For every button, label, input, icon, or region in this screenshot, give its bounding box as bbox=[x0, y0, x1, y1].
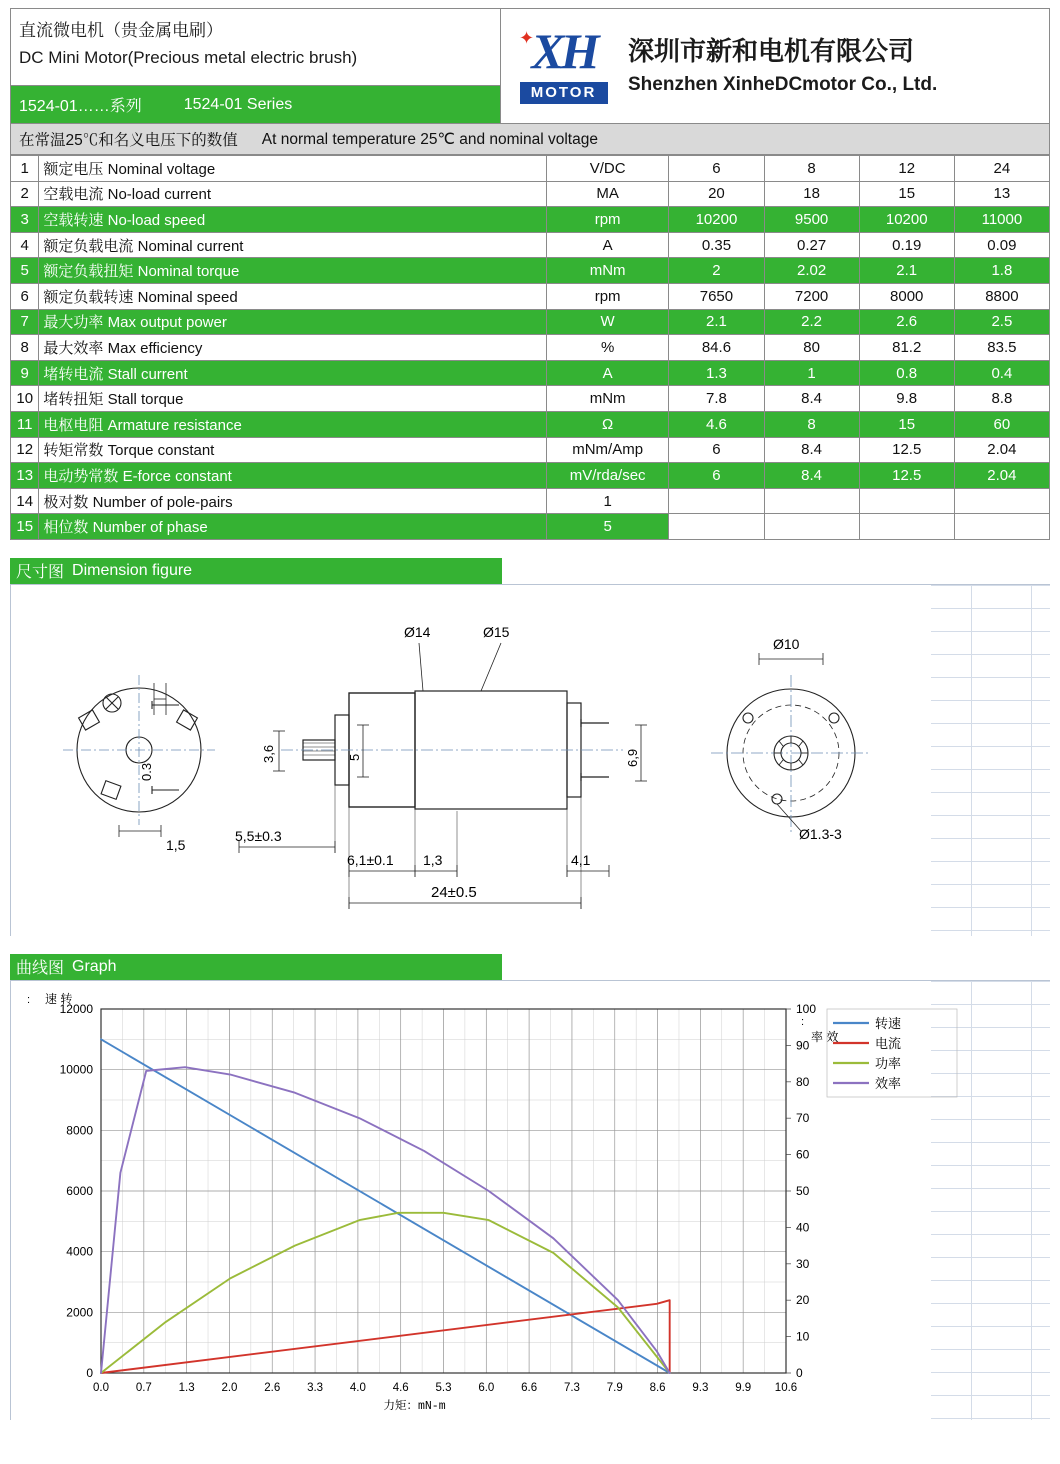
row-value: 2.5 bbox=[954, 309, 1049, 335]
dimension-title-cn: 尺寸图 bbox=[16, 564, 65, 582]
row-unit: 1 bbox=[546, 488, 668, 514]
row-value: 60 bbox=[954, 411, 1049, 437]
row-parameter-name bbox=[39, 335, 546, 361]
y-axis-right-tick-label: 30 bbox=[796, 1256, 810, 1271]
performance-graph-area bbox=[10, 980, 1050, 1420]
company-name-block bbox=[628, 33, 937, 98]
row-index: 2 bbox=[11, 181, 39, 207]
row-value: 12 bbox=[859, 156, 954, 182]
row-value: 8000 bbox=[859, 283, 954, 309]
y-axis-left-tick-label: 8000 bbox=[66, 1123, 93, 1138]
row-value: 15 bbox=[859, 411, 954, 437]
series-bar bbox=[11, 85, 500, 123]
row-unit: W bbox=[546, 309, 668, 335]
y-axis-right-tick-label: 50 bbox=[796, 1183, 810, 1198]
row-parameter-name bbox=[39, 258, 546, 284]
row-value: 2 bbox=[669, 258, 764, 284]
row-parameter-name bbox=[39, 207, 546, 233]
parameter-name-cn: 额定负载电流 bbox=[43, 237, 134, 255]
row-value: 1.3 bbox=[669, 360, 764, 386]
y-axis-left-tick-label: 0 bbox=[86, 1365, 93, 1380]
row-value bbox=[669, 514, 764, 540]
legend-label-1: 电流 bbox=[875, 1035, 902, 1051]
row-parameter-name bbox=[39, 386, 546, 412]
header-right bbox=[501, 9, 1049, 123]
star-icon: ✦ bbox=[519, 28, 535, 48]
row-value: 12.5 bbox=[859, 437, 954, 463]
parameter-name-en: Nominal current bbox=[133, 237, 244, 255]
row-value: 12.5 bbox=[859, 463, 954, 489]
parameter-name-en: Nominal speed bbox=[133, 288, 238, 306]
condition-en: At normal temperature 25℃ and nominal voltage bbox=[261, 130, 598, 148]
row-value: 8.4 bbox=[764, 463, 859, 489]
row-value: 8.4 bbox=[764, 386, 859, 412]
y-axis-right-tick-label: 20 bbox=[796, 1293, 810, 1308]
parameter-name-en: No-load speed bbox=[103, 211, 206, 229]
y-axis-left-tick-label: 10000 bbox=[59, 1062, 93, 1077]
parameter-name-en: Number of pole-pairs bbox=[88, 493, 233, 511]
row-unit: A bbox=[546, 232, 668, 258]
row-unit: Ω bbox=[546, 411, 668, 437]
y-axis-left-tick-label: 4000 bbox=[66, 1244, 93, 1259]
table-row bbox=[11, 309, 1050, 335]
row-unit: 5 bbox=[546, 514, 668, 540]
dim-label-d15: Ø15 bbox=[483, 623, 510, 640]
x-axis-tick-label: 0.0 bbox=[93, 1381, 109, 1394]
parameter-name-en: No-load current bbox=[103, 186, 211, 204]
row-value: 83.5 bbox=[954, 335, 1049, 361]
row-value: 6 bbox=[669, 463, 764, 489]
row-value: 18 bbox=[764, 181, 859, 207]
product-title-en: DC Mini Motor(Precious metal electric brush) bbox=[19, 48, 358, 67]
row-unit: V/DC bbox=[546, 156, 668, 182]
row-parameter-name bbox=[39, 156, 546, 182]
y-axis-right-tick-label: 60 bbox=[796, 1147, 810, 1162]
x-axis-tick-label: 7.3 bbox=[563, 1381, 580, 1394]
row-value: 8.4 bbox=[764, 437, 859, 463]
row-value: 2.1 bbox=[859, 258, 954, 284]
row-value: 9.8 bbox=[859, 386, 954, 412]
row-value: 24 bbox=[954, 156, 1049, 182]
y-axis-left-tick-label: 2000 bbox=[66, 1305, 93, 1320]
company-logo bbox=[511, 20, 616, 112]
graph-section-title bbox=[10, 954, 502, 980]
row-unit: mV/rda/sec bbox=[546, 463, 668, 489]
parameter-name-cn: 最大效率 bbox=[43, 339, 104, 357]
parameter-name-en: Stall current bbox=[103, 365, 188, 383]
row-value bbox=[669, 488, 764, 514]
dim-label-3-6: 3,6 bbox=[261, 744, 276, 763]
row-value: 1 bbox=[764, 360, 859, 386]
legend-label-0: 转速 bbox=[875, 1015, 902, 1031]
row-value: 2.04 bbox=[954, 437, 1049, 463]
row-unit: mNm bbox=[546, 386, 668, 412]
specification-table bbox=[10, 155, 1050, 540]
dimension-title-en: Dimension figure bbox=[72, 561, 193, 579]
dim-label-6-9: 6,9 bbox=[625, 748, 640, 767]
performance-graph bbox=[11, 981, 1051, 1421]
x-axis-tick-label: 4.6 bbox=[392, 1381, 409, 1394]
company-name-cn: 深圳市新和电机有限公司 bbox=[628, 36, 915, 67]
row-value: 0.8 bbox=[859, 360, 954, 386]
row-value: 0.09 bbox=[954, 232, 1049, 258]
parameter-name-cn: 堵转扭矩 bbox=[43, 391, 104, 409]
row-unit: rpm bbox=[546, 207, 668, 233]
row-value: 13 bbox=[954, 181, 1049, 207]
row-index: 13 bbox=[11, 463, 39, 489]
parameter-name-cn: 额定电压 bbox=[43, 160, 104, 178]
row-index: 7 bbox=[11, 309, 39, 335]
parameter-name-cn: 额定负载转速 bbox=[43, 288, 134, 306]
row-unit: rpm bbox=[546, 283, 668, 309]
y-axis-right-tick-label: 100 bbox=[796, 1001, 817, 1016]
x-axis-tick-label: 9.3 bbox=[692, 1381, 709, 1394]
table-row bbox=[11, 514, 1050, 540]
x-axis-tick-label: 3.3 bbox=[307, 1381, 324, 1394]
row-value: 10200 bbox=[669, 207, 764, 233]
test-condition-bar bbox=[10, 124, 1050, 155]
dim-label-4-1: 4,1 bbox=[571, 851, 591, 868]
row-index: 5 bbox=[11, 258, 39, 284]
y-axis-right-tick-label: 70 bbox=[796, 1111, 810, 1126]
table-row bbox=[11, 207, 1050, 233]
row-value: 9500 bbox=[764, 207, 859, 233]
row-parameter-name bbox=[39, 437, 546, 463]
legend-label-3: 效率 bbox=[875, 1075, 902, 1091]
product-title-block bbox=[11, 9, 500, 85]
y-axis-right-tick-label: 0 bbox=[796, 1365, 803, 1380]
dim-label-1-3: 1,3 bbox=[423, 851, 443, 868]
x-axis-tick-label: 0.7 bbox=[135, 1381, 152, 1394]
parameter-name-cn: 空载转速 bbox=[43, 211, 104, 229]
row-value bbox=[954, 488, 1049, 514]
row-parameter-name bbox=[39, 463, 546, 489]
row-value: 7650 bbox=[669, 283, 764, 309]
row-unit: mNm bbox=[546, 258, 668, 284]
table-row bbox=[11, 463, 1050, 489]
row-value: 0.19 bbox=[859, 232, 954, 258]
row-value bbox=[954, 514, 1049, 540]
row-index: 10 bbox=[11, 386, 39, 412]
row-value: 1.8 bbox=[954, 258, 1049, 284]
table-row bbox=[11, 386, 1050, 412]
row-value: 0.4 bbox=[954, 360, 1049, 386]
parameter-name-cn: 相位数 bbox=[43, 519, 89, 537]
x-axis-tick-label: 8.6 bbox=[649, 1381, 666, 1394]
parameter-name-cn: 电枢电阻 bbox=[43, 416, 104, 434]
logo-initials: XH bbox=[531, 23, 596, 79]
dim-label-d10: Ø10 bbox=[773, 635, 800, 652]
row-index: 6 bbox=[11, 283, 39, 309]
series-en: 1524-01 Series bbox=[183, 95, 293, 113]
row-value: 8 bbox=[764, 411, 859, 437]
row-index: 12 bbox=[11, 437, 39, 463]
table-row bbox=[11, 488, 1050, 514]
row-parameter-name bbox=[39, 488, 546, 514]
row-index: 3 bbox=[11, 207, 39, 233]
row-value: 6 bbox=[669, 437, 764, 463]
row-parameter-name bbox=[39, 309, 546, 335]
dim-label-d13-3: Ø1.3-3 bbox=[799, 825, 842, 842]
x-axis-tick-label: 5.3 bbox=[435, 1381, 452, 1394]
y-axis-right-title: 率 效 bbox=[811, 1029, 839, 1044]
row-value: 20 bbox=[669, 181, 764, 207]
table-row bbox=[11, 181, 1050, 207]
table-row bbox=[11, 360, 1050, 386]
x-axis-tick-label: 2.0 bbox=[221, 1381, 238, 1394]
row-unit: A bbox=[546, 360, 668, 386]
graph-title-cn: 曲线图 bbox=[16, 960, 65, 978]
table-row bbox=[11, 258, 1050, 284]
parameter-name-en: Nominal torque bbox=[133, 263, 240, 281]
product-title-cn: 直流微电机（贵金属电刷） bbox=[19, 21, 223, 40]
table-row bbox=[11, 411, 1050, 437]
row-value: 80 bbox=[764, 335, 859, 361]
row-value: 15 bbox=[859, 181, 954, 207]
row-parameter-name bbox=[39, 283, 546, 309]
x-axis-tick-label: 9.9 bbox=[735, 1381, 752, 1394]
row-value: 81.2 bbox=[859, 335, 954, 361]
x-axis-tick-label: 2.6 bbox=[264, 1381, 281, 1394]
y-axis-left-tick-label: 6000 bbox=[66, 1183, 93, 1198]
table-row bbox=[11, 156, 1050, 182]
dim-label-24: 24±0.5 bbox=[431, 883, 477, 901]
row-value bbox=[859, 488, 954, 514]
row-value: 2.1 bbox=[669, 309, 764, 335]
dimension-section-title bbox=[10, 558, 502, 584]
row-parameter-name bbox=[39, 514, 546, 540]
row-parameter-name bbox=[39, 232, 546, 258]
x-axis-tick-label: 1.3 bbox=[178, 1381, 195, 1394]
x-axis-title: 力矩：mN-m bbox=[383, 1399, 446, 1413]
row-parameter-name bbox=[39, 360, 546, 386]
table-row bbox=[11, 437, 1050, 463]
y-axis-right-tick-label: 10 bbox=[796, 1329, 810, 1344]
row-value: 0.27 bbox=[764, 232, 859, 258]
dimension-figure-area bbox=[10, 584, 1050, 936]
y-axis-right-tick-label: 40 bbox=[796, 1220, 810, 1235]
row-value: 0.35 bbox=[669, 232, 764, 258]
x-axis-tick-label: 7.9 bbox=[606, 1381, 623, 1394]
row-index: 11 bbox=[11, 411, 39, 437]
x-axis-tick-label: 6.0 bbox=[478, 1381, 495, 1394]
parameter-name-en: Max efficiency bbox=[103, 339, 203, 357]
row-value: 11000 bbox=[954, 207, 1049, 233]
x-axis-tick-label: 10.6 bbox=[774, 1381, 798, 1394]
dim-label-0-3: 0.3 bbox=[139, 762, 154, 781]
dim-label-5-5: 5,5±0.3 bbox=[235, 827, 282, 844]
page-header bbox=[10, 8, 1050, 124]
row-index: 9 bbox=[11, 360, 39, 386]
y-axis-left-tick-label: 12000 bbox=[59, 1001, 93, 1016]
row-value: 8 bbox=[764, 156, 859, 182]
row-value: 4.6 bbox=[669, 411, 764, 437]
dim-label-6-1: 6,1±0.1 bbox=[347, 851, 394, 868]
row-index: 8 bbox=[11, 335, 39, 361]
parameter-name-cn: 额定负载扭矩 bbox=[43, 263, 134, 281]
table-row bbox=[11, 232, 1050, 258]
graph-title-en: Graph bbox=[72, 957, 117, 975]
parameter-name-cn: 空载电流 bbox=[43, 186, 104, 204]
y-axis-left-title: 速 转 bbox=[45, 991, 73, 1006]
x-axis-tick-label: 6.6 bbox=[521, 1381, 538, 1394]
parameter-name-cn: 电动势常数 bbox=[43, 467, 119, 485]
company-name-en: Shenzhen XinheDCmotor Co., Ltd. bbox=[628, 74, 938, 96]
legend-label-2: 功率 bbox=[875, 1055, 902, 1071]
parameter-name-cn: 堵转电流 bbox=[43, 365, 104, 383]
condition-cn: 在常温25℃和名义电压下的数值 bbox=[19, 132, 238, 149]
parameter-name-en: Stall torque bbox=[103, 391, 184, 409]
series-cn: 1524-01……系列 bbox=[19, 98, 142, 115]
parameter-name-en: Number of phase bbox=[88, 519, 208, 537]
parameter-name-en: E-force constant bbox=[118, 467, 232, 485]
row-index: 1 bbox=[11, 156, 39, 182]
row-value: 84.6 bbox=[669, 335, 764, 361]
row-value bbox=[859, 514, 954, 540]
row-value: 2.04 bbox=[954, 463, 1049, 489]
row-value: 7.8 bbox=[669, 386, 764, 412]
row-value bbox=[764, 514, 859, 540]
row-unit: % bbox=[546, 335, 668, 361]
parameter-name-cn: 转矩常数 bbox=[43, 442, 104, 460]
parameter-name-en: Max output power bbox=[103, 314, 227, 332]
row-value: 2.02 bbox=[764, 258, 859, 284]
row-value: 2.6 bbox=[859, 309, 954, 335]
axis-colon-left: : bbox=[27, 993, 31, 1006]
row-index: 4 bbox=[11, 232, 39, 258]
row-value: 10200 bbox=[859, 207, 954, 233]
row-value: 7200 bbox=[764, 283, 859, 309]
row-unit: mNm/Amp bbox=[546, 437, 668, 463]
dim-label-1-5: 1,5 bbox=[166, 836, 186, 853]
table-row bbox=[11, 283, 1050, 309]
row-parameter-name bbox=[39, 181, 546, 207]
row-value: 8.8 bbox=[954, 386, 1049, 412]
y-axis-right-tick-label: 90 bbox=[796, 1038, 810, 1053]
parameter-name-cn: 极对数 bbox=[43, 493, 89, 511]
row-value: 6 bbox=[669, 156, 764, 182]
dim-label-5: 5 bbox=[347, 753, 362, 761]
row-value: 8800 bbox=[954, 283, 1049, 309]
row-index: 15 bbox=[11, 514, 39, 540]
row-unit: MA bbox=[546, 181, 668, 207]
row-value bbox=[764, 488, 859, 514]
x-axis-tick-label: 4.0 bbox=[349, 1381, 366, 1394]
dimension-drawing bbox=[11, 585, 1051, 937]
parameter-name-en: Nominal voltage bbox=[103, 160, 216, 178]
axis-colon-right: : bbox=[801, 1015, 805, 1028]
row-parameter-name bbox=[39, 411, 546, 437]
dim-label-d14: Ø14 bbox=[404, 623, 431, 640]
parameter-name-en: Armature resistance bbox=[103, 416, 242, 434]
row-index: 14 bbox=[11, 488, 39, 514]
row-value: 2.2 bbox=[764, 309, 859, 335]
table-row bbox=[11, 335, 1050, 361]
header-left bbox=[11, 9, 501, 123]
parameter-name-en: Torque constant bbox=[103, 442, 215, 460]
y-axis-right-tick-label: 80 bbox=[796, 1074, 810, 1089]
logo-wordmark: MOTOR bbox=[520, 82, 608, 104]
parameter-name-cn: 最大功率 bbox=[43, 314, 104, 332]
